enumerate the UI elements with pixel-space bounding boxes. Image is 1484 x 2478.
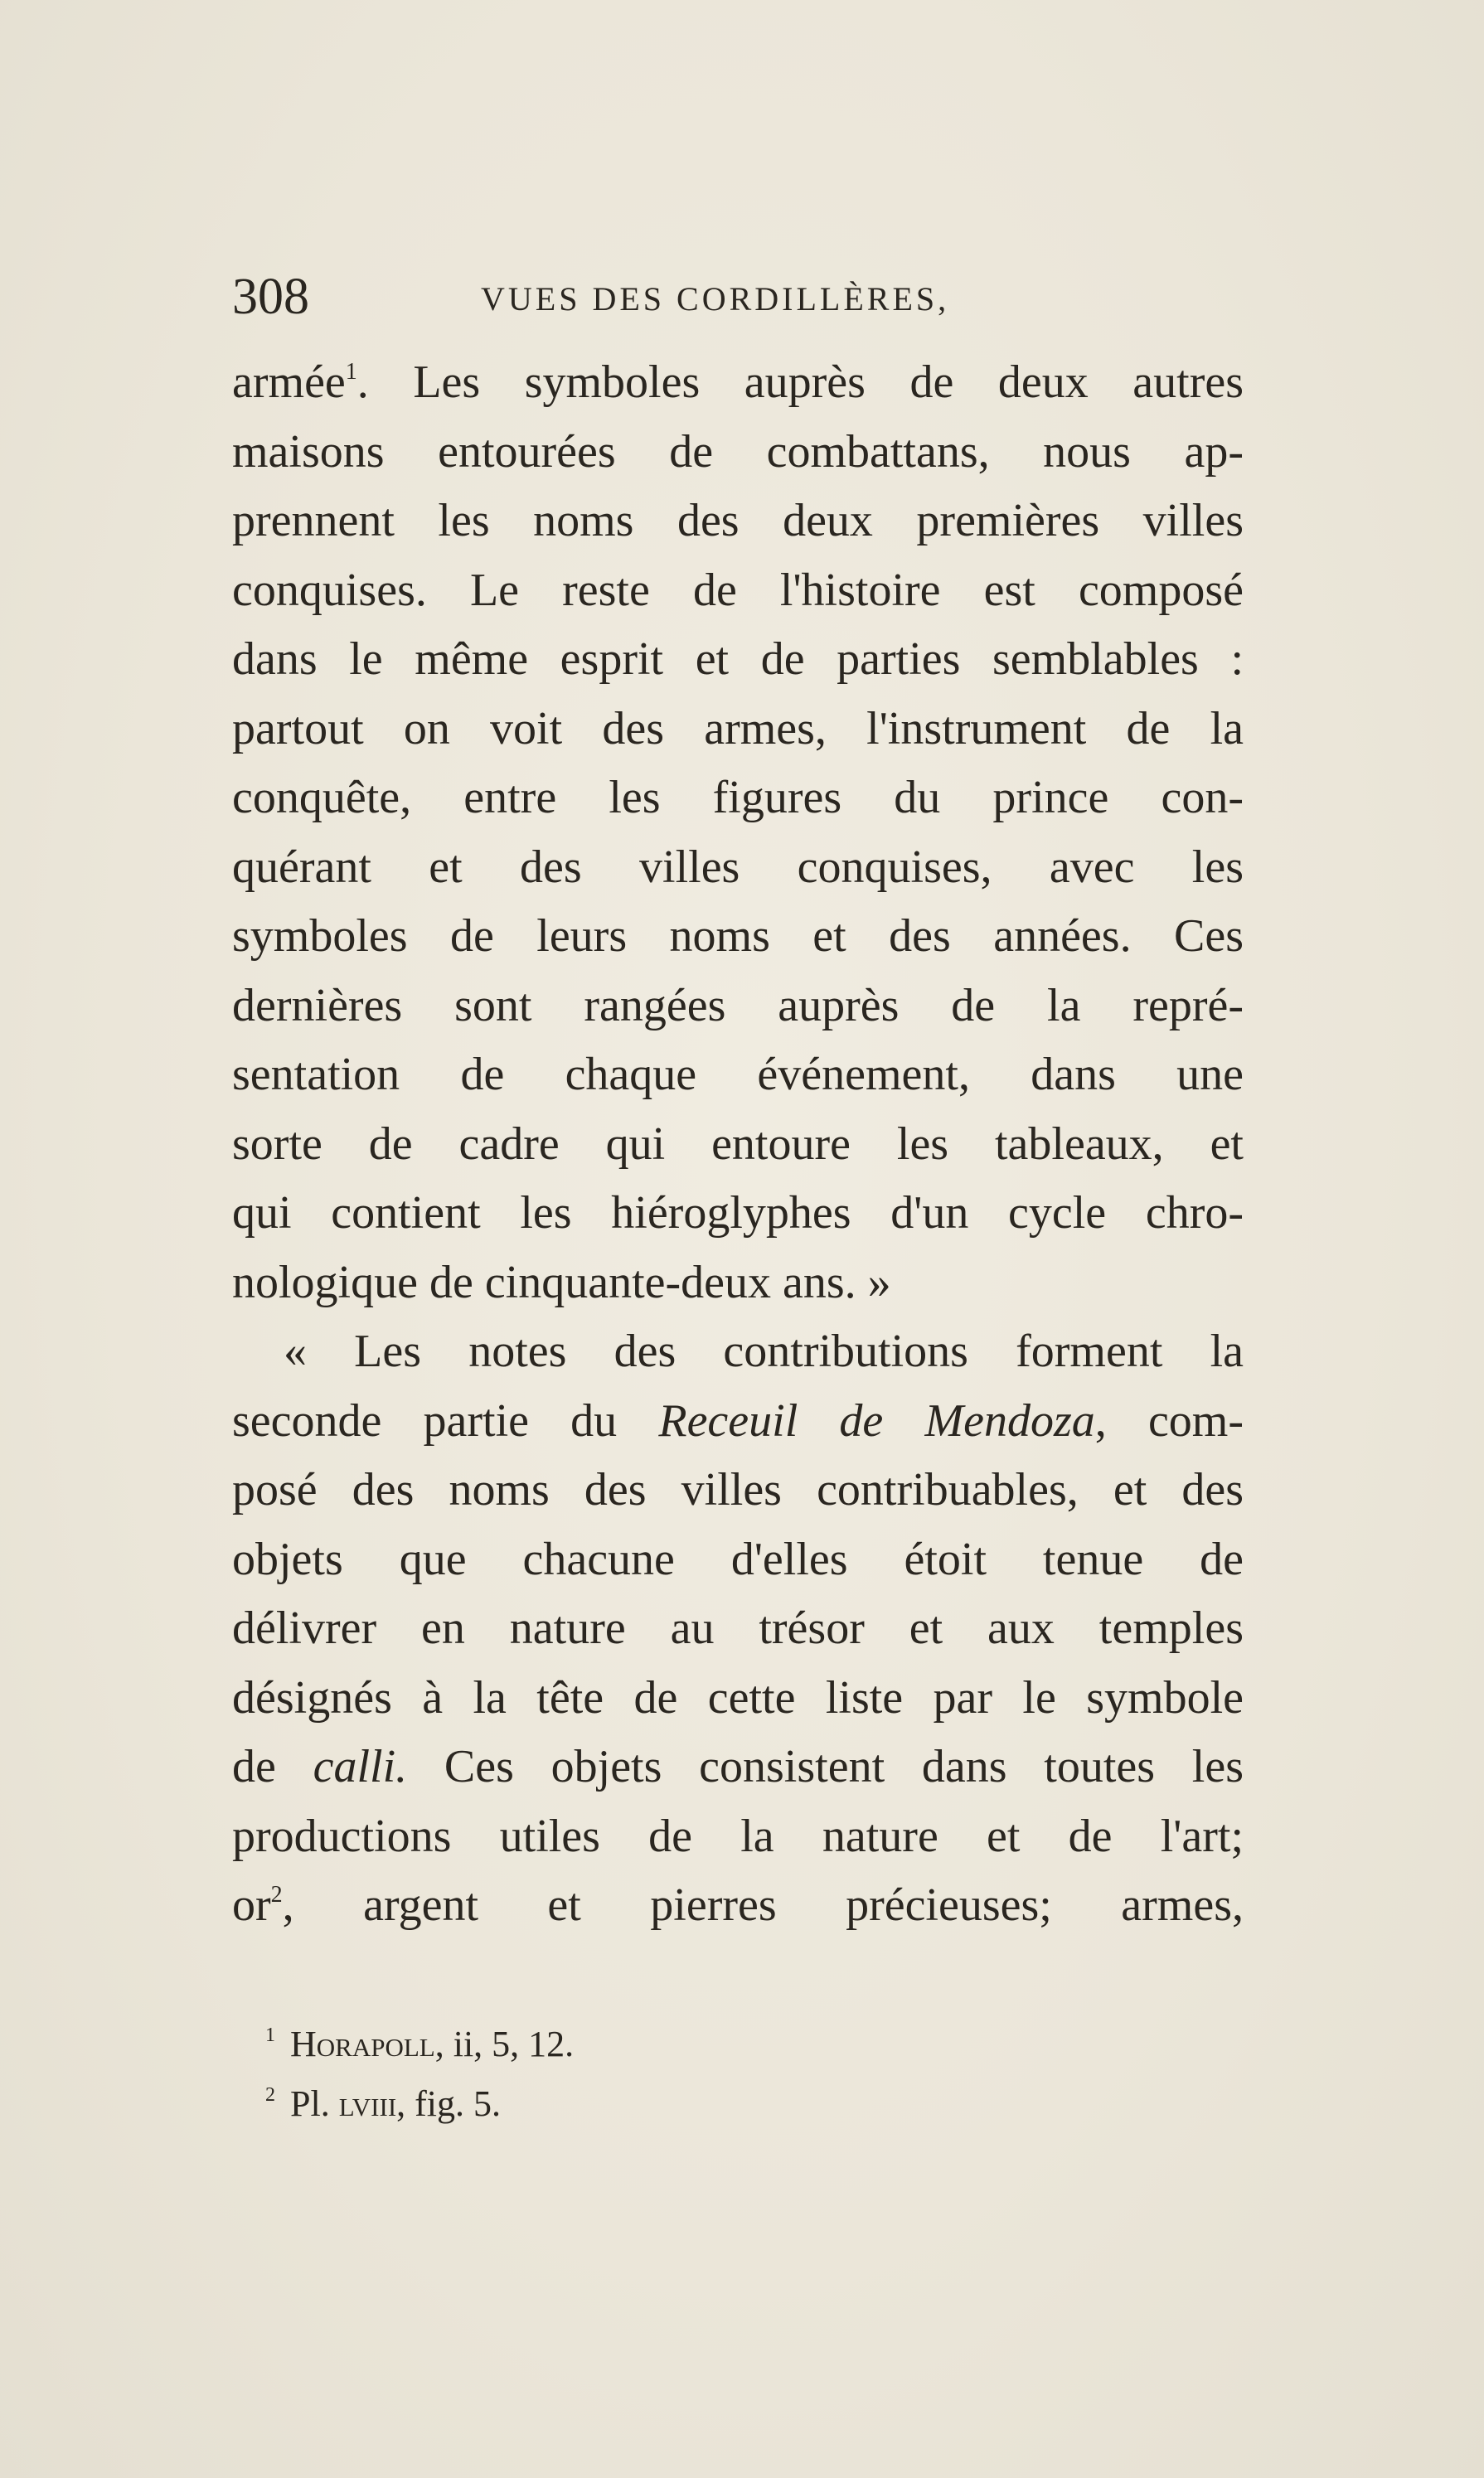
footnote-ref: 2	[270, 1882, 283, 1908]
plate-number: lviii	[338, 2083, 397, 2124]
text-line: conquête, entre les figures du prince con-	[232, 772, 1244, 823]
text-line: dans le même esprit et de parties semblables :	[232, 633, 1244, 685]
body-text	[232, 348, 1244, 1941]
text-line: désignés à la tête de cette liste par le symbole	[232, 1671, 1244, 1724]
page-header	[232, 264, 1260, 330]
text-line: dernières sont rangées auprès de la repré-	[232, 979, 1244, 1031]
footnote	[265, 2015, 929, 2074]
text-line	[232, 348, 1244, 418]
text-segment: de	[232, 1741, 313, 1792]
text-line	[232, 1871, 1244, 1941]
text-line: délivrer en nature au trésor et aux temples	[232, 1603, 1244, 1654]
book-title: Receuil de Mendoza	[658, 1394, 1095, 1447]
text-line: symboles de leurs noms et des années. Ces	[232, 910, 1244, 962]
text-line: prennent les noms des deux premières villes	[232, 495, 1244, 546]
footnote-text: , fig. 5.	[396, 2083, 502, 2124]
footnote-text: , ii, 5, 12.	[434, 2024, 575, 2064]
text-segment: seconde partie du	[232, 1394, 659, 1447]
text-line: nologique de cinquante-deux ans. »	[232, 1256, 891, 1308]
footnote-ref: 1	[345, 359, 357, 385]
footnote-mark: 1	[265, 2025, 275, 2046]
text-line: quérant et des villes conquises, avec les	[232, 841, 1244, 893]
text-line: sorte de cadre qui entoure les tableaux, et	[232, 1118, 1244, 1170]
text-line: productions utiles de la nature et de l'art;	[232, 1810, 1244, 1862]
text-segment: Ces objets consistent dans toutes les	[407, 1741, 1244, 1792]
text-segment: , argent et pierres précieuses; armes,	[282, 1879, 1244, 1931]
page-number: 308	[232, 269, 309, 325]
text-line	[232, 1387, 1244, 1457]
text-line: partout on voit des armes, l'instrument de la	[232, 702, 1244, 754]
footnote-author: Horapoll	[290, 2024, 435, 2064]
footnote-mark: 2	[265, 2084, 275, 2106]
footnote	[265, 2074, 929, 2134]
text-segment: or	[232, 1879, 271, 1931]
running-head: VUES DES CORDILLÈRES,	[481, 280, 950, 318]
text-line	[232, 1733, 1244, 1802]
text-segment: armée	[232, 356, 346, 408]
text-line: posé des noms des villes contribuables, et des	[232, 1464, 1244, 1515]
italic-term: calli.	[313, 1741, 408, 1792]
footnotes	[265, 2015, 929, 2134]
text-segment: , com-	[1094, 1394, 1244, 1447]
text-line: maisons entourées de combattans, nous ap-	[232, 425, 1244, 478]
footnote-text: Pl.	[290, 2083, 339, 2124]
text-line: conquises. Le reste de l'histoire est composé	[232, 564, 1244, 616]
text-line: « Les notes des contributions forment la	[284, 1326, 1244, 1377]
text-line: objets que chacune d'elles étoit tenue de	[232, 1533, 1244, 1585]
text-line: sentation de chaque événement, dans une	[232, 1049, 1244, 1100]
text-segment: . Les symboles auprès de deux autres	[356, 356, 1244, 408]
text-line: qui contient les hiéroglyphes d'un cycle chro-	[232, 1187, 1244, 1239]
